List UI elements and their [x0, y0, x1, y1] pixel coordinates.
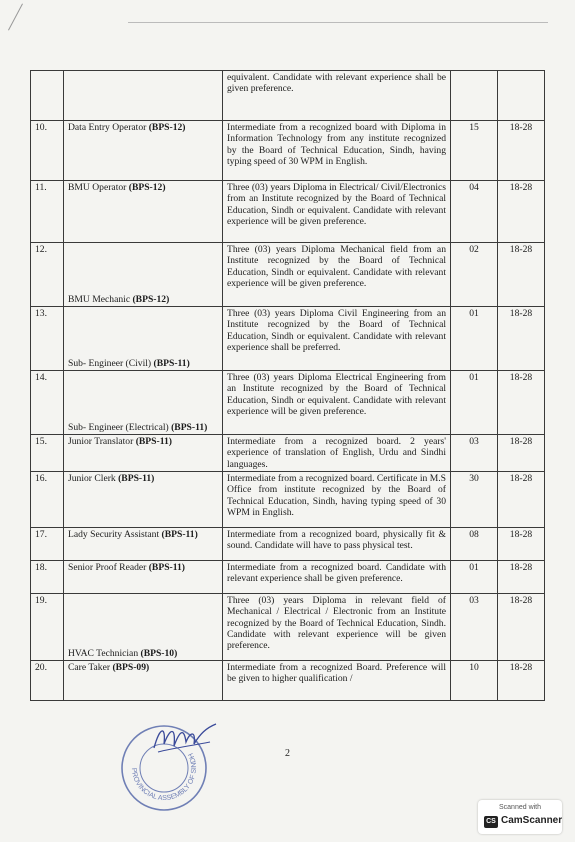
age-limit-cell: 18-28: [498, 121, 545, 181]
qualification-cell: Three (03) years Diploma Mechanical field from an Institute recognized by the Board of Technical Education, Sindh or equivalent. Candidate with relevant experience will be given preference.: [223, 243, 451, 307]
age-limit-cell: 18-28: [498, 471, 545, 527]
post-name: HVAC Technician: [68, 647, 141, 659]
qualification-cell: Three (03) years Diploma Civil Engineering from an Institute recognized by the Board of Technical Education, Sindh or equivalent. Candidate with relevant experience shall be preferred.: [223, 307, 451, 371]
qualification-cell: Three (03) years Diploma in relevant field of Mechanical / Electrical / Electronic from an Institute recognized by the Board of Technical Education, Sindh. Candidate with relevant experience will be given preference.: [223, 593, 451, 660]
age-limit-cell: [498, 71, 545, 121]
number-of-posts-cell: 10: [451, 660, 498, 700]
age-limit-cell: 18-28: [498, 660, 545, 700]
qualification-cell: Intermediate from a recognized board. Certificate in M.S Office from institute recognized by the Board of Technical Education, Sindh, having typing speed of 30 WPM in English.: [223, 471, 451, 527]
age-limit-cell: 18-28: [498, 560, 545, 593]
post-name-cell: [64, 527, 223, 560]
post-name-cell: [64, 660, 223, 700]
serial-number-cell: 11.: [31, 181, 64, 243]
number-of-posts-cell: 03: [451, 593, 498, 660]
table-row: [31, 527, 545, 560]
serial-number-cell: [31, 71, 64, 121]
serial-number-cell: 14.: [31, 371, 64, 435]
serial-number-cell: 17.: [31, 527, 64, 560]
age-limit-cell: 18-28: [498, 371, 545, 435]
table-row: [31, 660, 545, 700]
bps-grade: (BPS-10): [140, 647, 178, 659]
table-row: [31, 593, 545, 660]
job-table-body: [31, 71, 545, 701]
table-row: [31, 471, 545, 527]
watermark-caption: Scanned with: [498, 804, 542, 811]
number-of-posts-cell: 01: [451, 371, 498, 435]
qualification-cell: Intermediate from a recognized board. Candidate with relevant experience shall be given preference.: [223, 560, 451, 593]
bps-grade: (BPS-12): [132, 293, 170, 305]
qualification-cell: Intermediate from a recognized board with Diploma in Information Technology from any institute recognized by the Board of Technical Education, Sindh, having typing speed of 30 WPM in English.: [223, 121, 451, 181]
post-name: Lady Security Assistant: [68, 528, 162, 540]
serial-number-cell: 18.: [31, 560, 64, 593]
age-limit-cell: 18-28: [498, 181, 545, 243]
post-name-cell: [64, 593, 223, 660]
age-limit-cell: 18-28: [498, 243, 545, 307]
post-name: Sub- Engineer (Civil): [68, 357, 154, 369]
bps-grade: (BPS-12): [148, 122, 186, 133]
qualification-cell: Three (03) years Diploma Electrical Engineering from an Institute recognized by the Board of Technical Education, Sindh or equivalent. Candidate with relevant experience will be given preference.: [223, 371, 451, 435]
page-fold-line: [8, 4, 23, 31]
bps-grade: (BPS-11): [153, 357, 190, 369]
post-name-cell: [64, 243, 223, 307]
post-name-cell: [64, 307, 223, 371]
stamp-text: PROVINCIAL ASSEMBLY OF SINDH: [129, 751, 199, 803]
serial-number-cell: 13.: [31, 307, 64, 371]
post-name: Sub- Engineer (Electrical): [68, 421, 172, 433]
qualification-cell: equivalent. Candidate with relevant experience shall be given preference.: [223, 71, 451, 121]
table-row: [31, 243, 545, 307]
post-name: BMU Operator: [68, 182, 129, 193]
serial-number-cell: 16.: [31, 471, 64, 527]
number-of-posts-cell: 02: [451, 243, 498, 307]
age-limit-cell: 18-28: [498, 593, 545, 660]
watermark-brand: CamScanner: [501, 815, 563, 826]
post-name-cell: [64, 121, 223, 181]
age-limit-cell: 18-28: [498, 435, 545, 472]
number-of-posts-cell: 30: [451, 471, 498, 527]
post-name-cell: [64, 435, 223, 472]
table-row: [31, 560, 545, 593]
job-table: [30, 70, 545, 701]
number-of-posts-cell: 04: [451, 181, 498, 243]
number-of-posts-cell: 15: [451, 121, 498, 181]
number-of-posts-cell: 03: [451, 435, 498, 472]
page-number: 2: [285, 748, 290, 759]
serial-number-cell: 15.: [31, 435, 64, 472]
post-name-cell: [64, 371, 223, 435]
bps-grade: (BPS-09): [112, 661, 150, 673]
post-name-cell: [64, 181, 223, 243]
bps-grade: (BPS-11): [118, 472, 155, 484]
bps-grade: (BPS-11): [171, 421, 208, 433]
table-row: [31, 371, 545, 435]
qualification-cell: Intermediate from a recognized board, physically fit & sound. Candidate will have to pass physical test.: [223, 527, 451, 560]
bps-grade: (BPS-11): [135, 436, 172, 447]
table-row: [31, 71, 545, 121]
number-of-posts-cell: [451, 71, 498, 121]
qualification-cell: Intermediate from a recognized board. 2 years' experience of translation of English, Urdu and Sindhi languages.: [223, 435, 451, 472]
bps-grade: (BPS-12): [128, 182, 166, 193]
bps-grade: (BPS-11): [161, 528, 198, 540]
number-of-posts-cell: 01: [451, 307, 498, 371]
camscanner-watermark: [478, 800, 562, 834]
page-edge-line: [128, 22, 548, 23]
serial-number-cell: 10.: [31, 121, 64, 181]
serial-number-cell: 19.: [31, 593, 64, 660]
serial-number-cell: 20.: [31, 660, 64, 700]
table-row: [31, 121, 545, 181]
number-of-posts-cell: 01: [451, 560, 498, 593]
qualification-cell: Three (03) years Diploma in Electrical/ Civil/Electronics from an Institute recognized by the Board of Technical Education, Sindh or equivalent. Candidate with relevant experience will be given preference.: [223, 181, 451, 243]
post-name-cell: [64, 71, 223, 121]
table-row: [31, 435, 545, 472]
table-row: [31, 307, 545, 371]
age-limit-cell: 18-28: [498, 307, 545, 371]
post-name: Junior Clerk: [68, 472, 119, 484]
table-row: [31, 181, 545, 243]
post-name: Senior Proof Reader: [68, 561, 149, 573]
post-name: BMU Mechanic: [68, 293, 133, 305]
bps-grade: (BPS-11): [148, 561, 185, 573]
signature: [150, 718, 220, 760]
post-name-cell: [64, 560, 223, 593]
serial-number-cell: 12.: [31, 243, 64, 307]
camscanner-logo-icon: CS: [484, 816, 498, 828]
number-of-posts-cell: 08: [451, 527, 498, 560]
post-name: Junior Translator: [68, 436, 136, 447]
qualification-cell: Intermediate from a recognized Board. Preference will be given to higher qualification /: [223, 660, 451, 700]
age-limit-cell: 18-28: [498, 527, 545, 560]
post-name: Care Taker: [68, 661, 113, 673]
post-name: Data Entry Operator: [68, 122, 149, 133]
post-name-cell: [64, 471, 223, 527]
